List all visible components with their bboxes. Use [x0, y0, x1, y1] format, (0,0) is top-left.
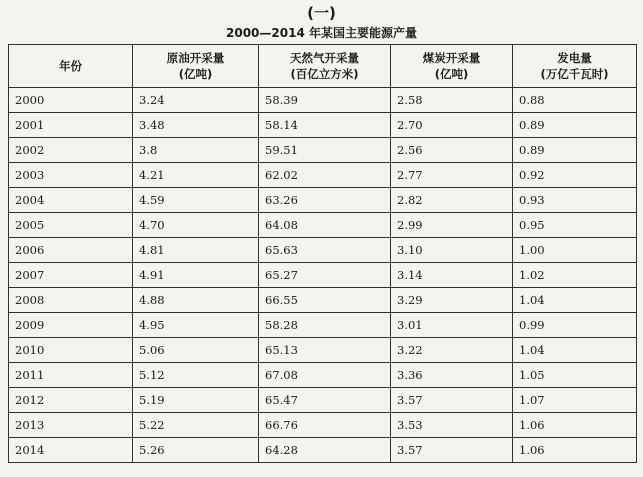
coal-cell: 3.36 — [391, 363, 513, 388]
coal-cell: 3.57 — [391, 438, 513, 463]
crude-oil-cell: 5.19 — [133, 388, 259, 413]
coal-cell: 3.57 — [391, 388, 513, 413]
electricity-cell: 0.89 — [513, 113, 637, 138]
crude-oil-cell: 4.70 — [133, 213, 259, 238]
crude-oil-cell: 4.59 — [133, 188, 259, 213]
natural-gas-cell: 63.26 — [259, 188, 391, 213]
electricity-cell: 1.04 — [513, 288, 637, 313]
natural-gas-cell: 67.08 — [259, 363, 391, 388]
year-cell: 2006 — [9, 238, 133, 263]
crude-oil-cell: 3.24 — [133, 88, 259, 113]
natural-gas-cell: 65.47 — [259, 388, 391, 413]
electricity-cell: 0.92 — [513, 163, 637, 188]
header-row — [9, 45, 637, 88]
year-cell: 2008 — [9, 288, 133, 313]
crude-oil-cell: 3.48 — [133, 113, 259, 138]
coal-cell: 2.77 — [391, 163, 513, 188]
table-row — [9, 188, 637, 213]
year-cell: 2001 — [9, 113, 133, 138]
crude-oil-cell: 4.81 — [133, 238, 259, 263]
header-crude-oil-unit: (亿吨) — [178, 67, 213, 81]
coal-cell: 3.53 — [391, 413, 513, 438]
table-row — [9, 338, 637, 363]
natural-gas-cell: 59.51 — [259, 138, 391, 163]
year-cell: 2012 — [9, 388, 133, 413]
coal-cell: 3.22 — [391, 338, 513, 363]
table-body — [9, 88, 637, 463]
coal-cell: 2.70 — [391, 113, 513, 138]
header-coal-unit: (亿吨) — [434, 67, 469, 81]
table-row — [9, 288, 637, 313]
year-cell: 2009 — [9, 313, 133, 338]
table-row — [9, 213, 637, 238]
natural-gas-cell: 65.63 — [259, 238, 391, 263]
header-electricity — [513, 45, 637, 88]
header-natural-gas — [259, 45, 391, 88]
electricity-cell: 1.07 — [513, 388, 637, 413]
year-cell: 2014 — [9, 438, 133, 463]
crude-oil-cell: 5.26 — [133, 438, 259, 463]
year-cell: 2005 — [9, 213, 133, 238]
header-crude-oil — [133, 45, 259, 88]
table-row — [9, 413, 637, 438]
natural-gas-cell: 65.27 — [259, 263, 391, 288]
electricity-cell: 1.06 — [513, 413, 637, 438]
table-row — [9, 163, 637, 188]
year-cell: 2003 — [9, 163, 133, 188]
coal-cell: 3.01 — [391, 313, 513, 338]
year-cell: 2000 — [9, 88, 133, 113]
natural-gas-cell: 58.14 — [259, 113, 391, 138]
year-cell: 2002 — [9, 138, 133, 163]
coal-cell: 2.82 — [391, 188, 513, 213]
section-mark: (一) — [307, 4, 336, 22]
coal-cell: 2.58 — [391, 88, 513, 113]
table-row — [9, 388, 637, 413]
year-cell: 2004 — [9, 188, 133, 213]
energy-production-table — [8, 44, 637, 463]
table-row — [9, 113, 637, 138]
natural-gas-cell: 66.76 — [259, 413, 391, 438]
electricity-cell: 0.95 — [513, 213, 637, 238]
coal-cell: 2.99 — [391, 213, 513, 238]
electricity-cell: 1.00 — [513, 238, 637, 263]
header-crude-oil-label: 原油开采量 — [166, 51, 225, 65]
crude-oil-cell: 3.8 — [133, 138, 259, 163]
natural-gas-cell: 65.13 — [259, 338, 391, 363]
table-row — [9, 238, 637, 263]
table-row — [9, 263, 637, 288]
electricity-cell: 1.05 — [513, 363, 637, 388]
crude-oil-cell: 4.95 — [133, 313, 259, 338]
year-cell: 2010 — [9, 338, 133, 363]
header-year-label: 年份 — [59, 59, 82, 73]
table-row — [9, 88, 637, 113]
electricity-cell: 1.04 — [513, 338, 637, 363]
header-electricity-unit: (万亿千瓦时) — [540, 67, 609, 81]
crude-oil-cell: 5.22 — [133, 413, 259, 438]
header-electricity-label: 发电量 — [557, 51, 592, 65]
crude-oil-cell: 5.06 — [133, 338, 259, 363]
electricity-cell: 1.06 — [513, 438, 637, 463]
crude-oil-cell: 4.21 — [133, 163, 259, 188]
natural-gas-cell: 64.28 — [259, 438, 391, 463]
crude-oil-cell: 4.88 — [133, 288, 259, 313]
year-cell: 2013 — [9, 413, 133, 438]
electricity-cell: 0.88 — [513, 88, 637, 113]
header-natural-gas-label: 天然气开采量 — [290, 51, 359, 65]
natural-gas-cell: 58.28 — [259, 313, 391, 338]
coal-cell: 3.10 — [391, 238, 513, 263]
header-natural-gas-unit: (百亿立方米) — [290, 67, 359, 81]
crude-oil-cell: 5.12 — [133, 363, 259, 388]
electricity-cell: 0.99 — [513, 313, 637, 338]
table-row — [9, 313, 637, 338]
natural-gas-cell: 62.02 — [259, 163, 391, 188]
table-row — [9, 138, 637, 163]
natural-gas-cell: 64.08 — [259, 213, 391, 238]
coal-cell: 2.56 — [391, 138, 513, 163]
electricity-cell: 1.02 — [513, 263, 637, 288]
year-cell: 2007 — [9, 263, 133, 288]
electricity-cell: 0.93 — [513, 188, 637, 213]
coal-cell: 3.29 — [391, 288, 513, 313]
natural-gas-cell: 66.55 — [259, 288, 391, 313]
header-coal-label: 煤炭开采量 — [422, 51, 481, 65]
coal-cell: 3.14 — [391, 263, 513, 288]
header-coal — [391, 45, 513, 88]
table-row — [9, 438, 637, 463]
electricity-cell: 0.89 — [513, 138, 637, 163]
table-row — [9, 363, 637, 388]
natural-gas-cell: 58.39 — [259, 88, 391, 113]
header-year — [9, 45, 133, 88]
crude-oil-cell: 4.91 — [133, 263, 259, 288]
table-caption: 2000—2014 年某国主要能源产量 — [226, 26, 417, 40]
year-cell: 2011 — [9, 363, 133, 388]
